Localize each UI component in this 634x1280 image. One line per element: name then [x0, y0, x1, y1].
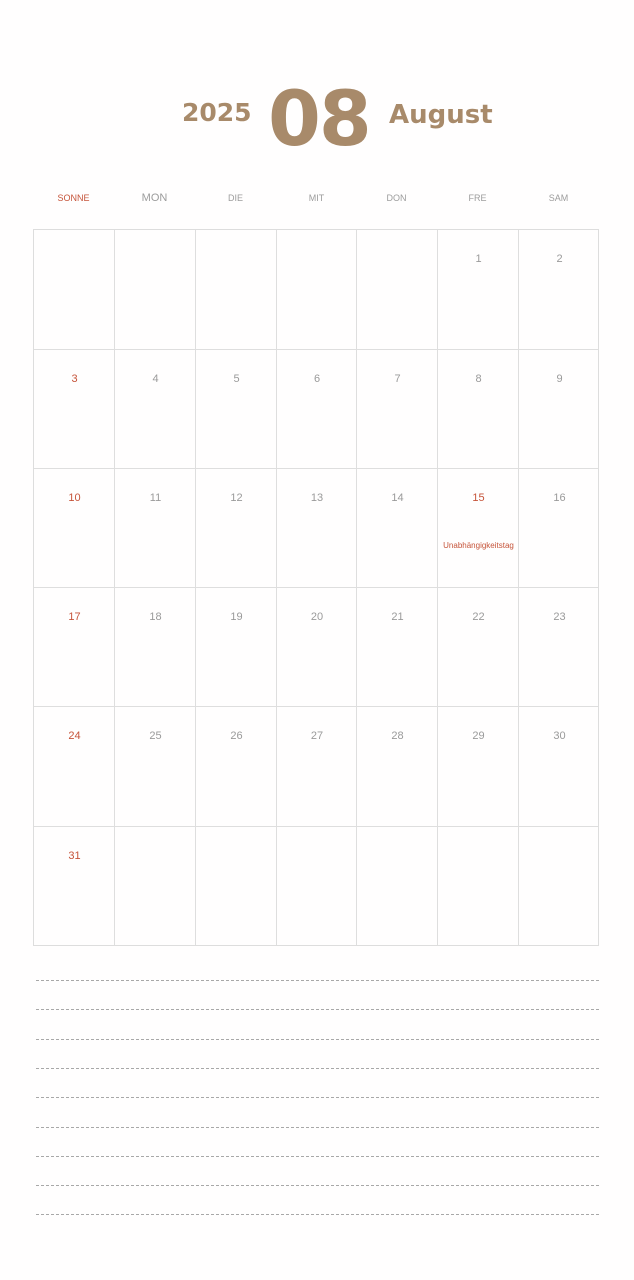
day-number: 6	[313, 373, 321, 385]
weekday-thursday: DON	[386, 193, 407, 203]
note-line	[36, 1097, 599, 1098]
day-number: 20	[310, 611, 324, 623]
day-number: 14	[391, 492, 404, 504]
day-cell	[196, 588, 277, 707]
weekday-saturday: SAM	[548, 193, 569, 203]
day-number: 31	[68, 850, 81, 862]
note-line	[36, 980, 599, 981]
calendar-month-number: 08	[268, 74, 370, 163]
empty-day-cell	[34, 230, 115, 350]
empty-day-cell	[357, 230, 438, 350]
empty-day-cell	[277, 827, 357, 947]
note-line	[36, 1039, 599, 1040]
day-cell	[519, 707, 600, 827]
day-cell	[519, 230, 600, 350]
empty-day-cell	[519, 827, 600, 947]
weekday-header	[33, 190, 599, 208]
weekday-sunday: SONNE	[57, 193, 90, 203]
day-cell	[438, 230, 519, 350]
calendar-month-name: August	[389, 100, 493, 130]
day-cell	[34, 827, 115, 947]
day-number: 23	[553, 611, 566, 623]
note-line	[36, 1214, 599, 1215]
weekday-monday: MON	[141, 192, 168, 204]
day-cell	[277, 588, 357, 707]
empty-day-cell	[277, 230, 357, 350]
day-number: 9	[556, 373, 563, 385]
day-cell	[34, 469, 115, 588]
day-cell	[196, 469, 277, 588]
note-line	[36, 1009, 599, 1010]
day-cell	[357, 588, 438, 707]
weekday-wednesday: MIT	[308, 193, 325, 203]
day-cell	[519, 469, 600, 588]
day-number: 1	[475, 253, 482, 265]
day-number: 19	[230, 611, 243, 623]
day-number: 17	[68, 611, 81, 623]
day-cell	[277, 707, 357, 827]
note-line	[36, 1068, 599, 1069]
day-number: 10	[68, 492, 81, 504]
empty-day-cell	[438, 827, 519, 947]
day-number: 26	[230, 730, 243, 742]
day-cell	[115, 707, 196, 827]
note-line	[36, 1185, 599, 1186]
day-cell	[196, 707, 277, 827]
empty-day-cell	[115, 827, 196, 947]
day-cell	[519, 588, 600, 707]
day-number: 24	[68, 730, 81, 742]
day-cell	[519, 350, 600, 469]
day-cell	[115, 350, 196, 469]
day-number: 12	[230, 492, 243, 504]
calendar-year: 2025	[182, 98, 252, 127]
empty-day-cell	[196, 230, 277, 350]
day-cell	[34, 707, 115, 827]
day-cell	[357, 350, 438, 469]
day-cell	[438, 350, 519, 469]
holiday-label: Unabhängigkeitstag	[443, 541, 514, 550]
day-number: 28	[391, 730, 404, 742]
day-number: 30	[553, 730, 566, 742]
day-number: 27	[310, 730, 324, 742]
note-line	[36, 1156, 599, 1157]
day-number: 2	[556, 253, 563, 265]
day-number: 4	[152, 373, 159, 385]
day-cell	[277, 350, 357, 469]
day-number: 22	[472, 611, 485, 623]
day-cell	[357, 707, 438, 827]
day-number: 18	[149, 611, 162, 623]
day-cell	[115, 469, 196, 588]
day-cell	[438, 588, 519, 707]
day-number: 13	[310, 492, 324, 504]
day-cell	[34, 588, 115, 707]
day-number: 21	[391, 611, 404, 623]
day-cell	[115, 588, 196, 707]
day-cell	[196, 350, 277, 469]
day-cell	[34, 350, 115, 469]
day-number: 11	[149, 492, 162, 504]
weekday-friday: FRE	[468, 193, 487, 203]
day-number: 7	[394, 373, 401, 385]
day-number: 8	[475, 373, 482, 385]
note-line	[36, 1127, 599, 1128]
day-number: 15	[472, 492, 485, 504]
day-number: 25	[149, 730, 162, 742]
weekday-tuesday: DIE	[227, 193, 243, 203]
empty-day-cell	[357, 827, 438, 947]
day-number: 3	[71, 373, 78, 385]
calendar-grid	[33, 229, 599, 946]
day-cell	[438, 707, 519, 827]
day-number: 5	[233, 373, 240, 385]
empty-day-cell	[115, 230, 196, 350]
day-number: 16	[553, 492, 566, 504]
day-cell	[277, 469, 357, 588]
day-cell	[357, 469, 438, 588]
day-cell	[438, 469, 519, 588]
day-number: 29	[472, 730, 485, 742]
empty-day-cell	[196, 827, 277, 947]
